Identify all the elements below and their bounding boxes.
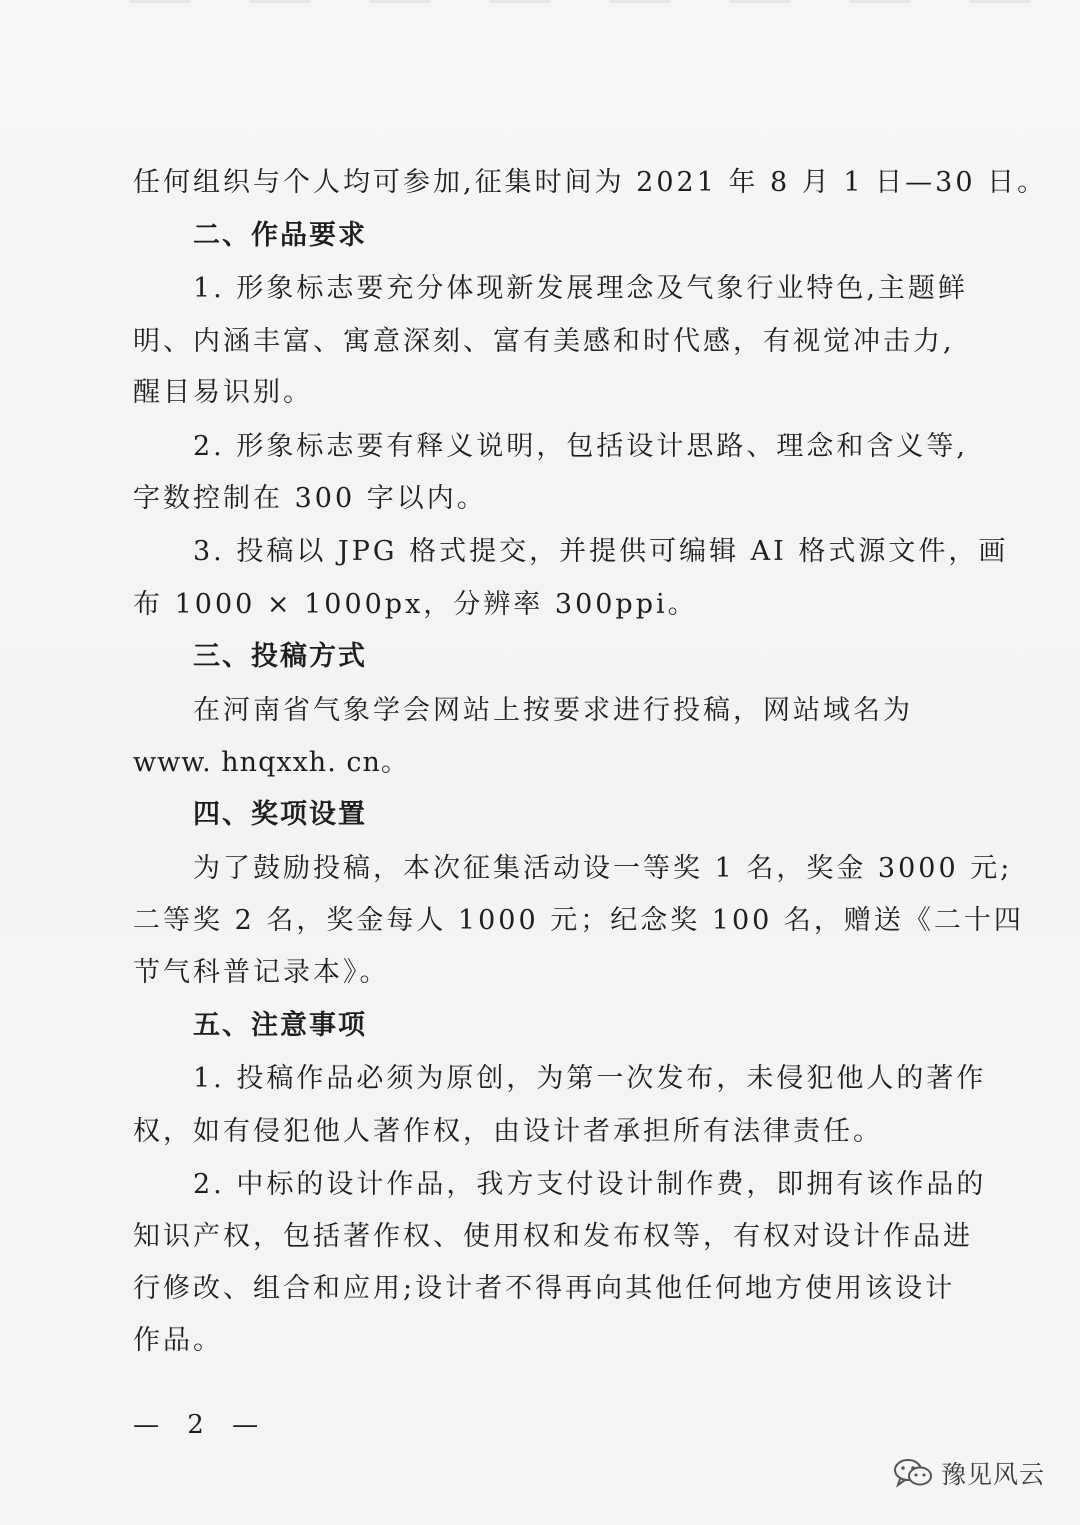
body-line: 字数控制在 300 字以内。 (133, 483, 487, 514)
section-heading: 二、作品要求 (193, 220, 367, 251)
wechat-icon (893, 1458, 933, 1488)
body-line: 知识产权，包括著作权、使用权和发布权等，有权对设计作品进 (133, 1221, 973, 1252)
body-line: 2. 中标的设计作品，我方支付设计制作费，即拥有该作品的 (193, 1169, 987, 1200)
body-line: 二等奖 2 名，奖金每人 1000 元；纪念奖 100 名，赠送《二十四 (133, 905, 1024, 936)
body-line: 1. 投稿作品必须为原创，为第一次发布，未侵犯他人的著作 (193, 1063, 987, 1094)
body-line: www. hnqxxh. cn。 (133, 747, 409, 778)
scan-mark (130, 0, 1030, 3)
body-line: 2. 形象标志要有释义说明，包括设计思路、理念和含义等, (193, 431, 968, 462)
body-line: 作品。 (133, 1325, 223, 1356)
body-line: 3. 投稿以 JPG 格式提交，并提供可编辑 AI 格式源文件，画 (193, 536, 1009, 567)
section-heading: 五、注意事项 (193, 1010, 367, 1041)
watermark-text: 豫见风云 (941, 1460, 1046, 1489)
section-heading: 三、投稿方式 (193, 641, 367, 672)
body-line: 1. 形象标志要充分体现新发展理念及气象行业特色,主题鲜 (193, 273, 968, 304)
body-line: 节气科普记录本》。 (133, 957, 390, 988)
body-line: 权，如有侵犯他人著作权，由设计者承担所有法律责任。 (133, 1116, 883, 1147)
body-line: 明、内涵丰富、寓意深刻、富有美感和时代感，有视觉冲击力, (133, 326, 955, 357)
page-number: — 2 — (133, 1410, 269, 1440)
body-line: 任何组织与个人均可参加,征集时间为 2021 年 8 月 1 日—30 日。 (133, 167, 1048, 198)
body-line: 为了鼓励投稿，本次征集活动设一等奖 1 名，奖金 3000 元; (193, 853, 1013, 884)
body-line: 醒目易识别。 (133, 377, 313, 408)
body-line: 在河南省气象学会网站上按要求进行投稿，网站域名为 (193, 695, 913, 726)
watermark (893, 1455, 1045, 1491)
body-line: 行修改、组合和应用;设计者不得再向其他任何地方使用该设计 (133, 1273, 956, 1304)
body-line: 布 1000 × 1000px，分辨率 300ppi。 (133, 589, 698, 620)
section-heading: 四、奖项设置 (193, 799, 367, 830)
